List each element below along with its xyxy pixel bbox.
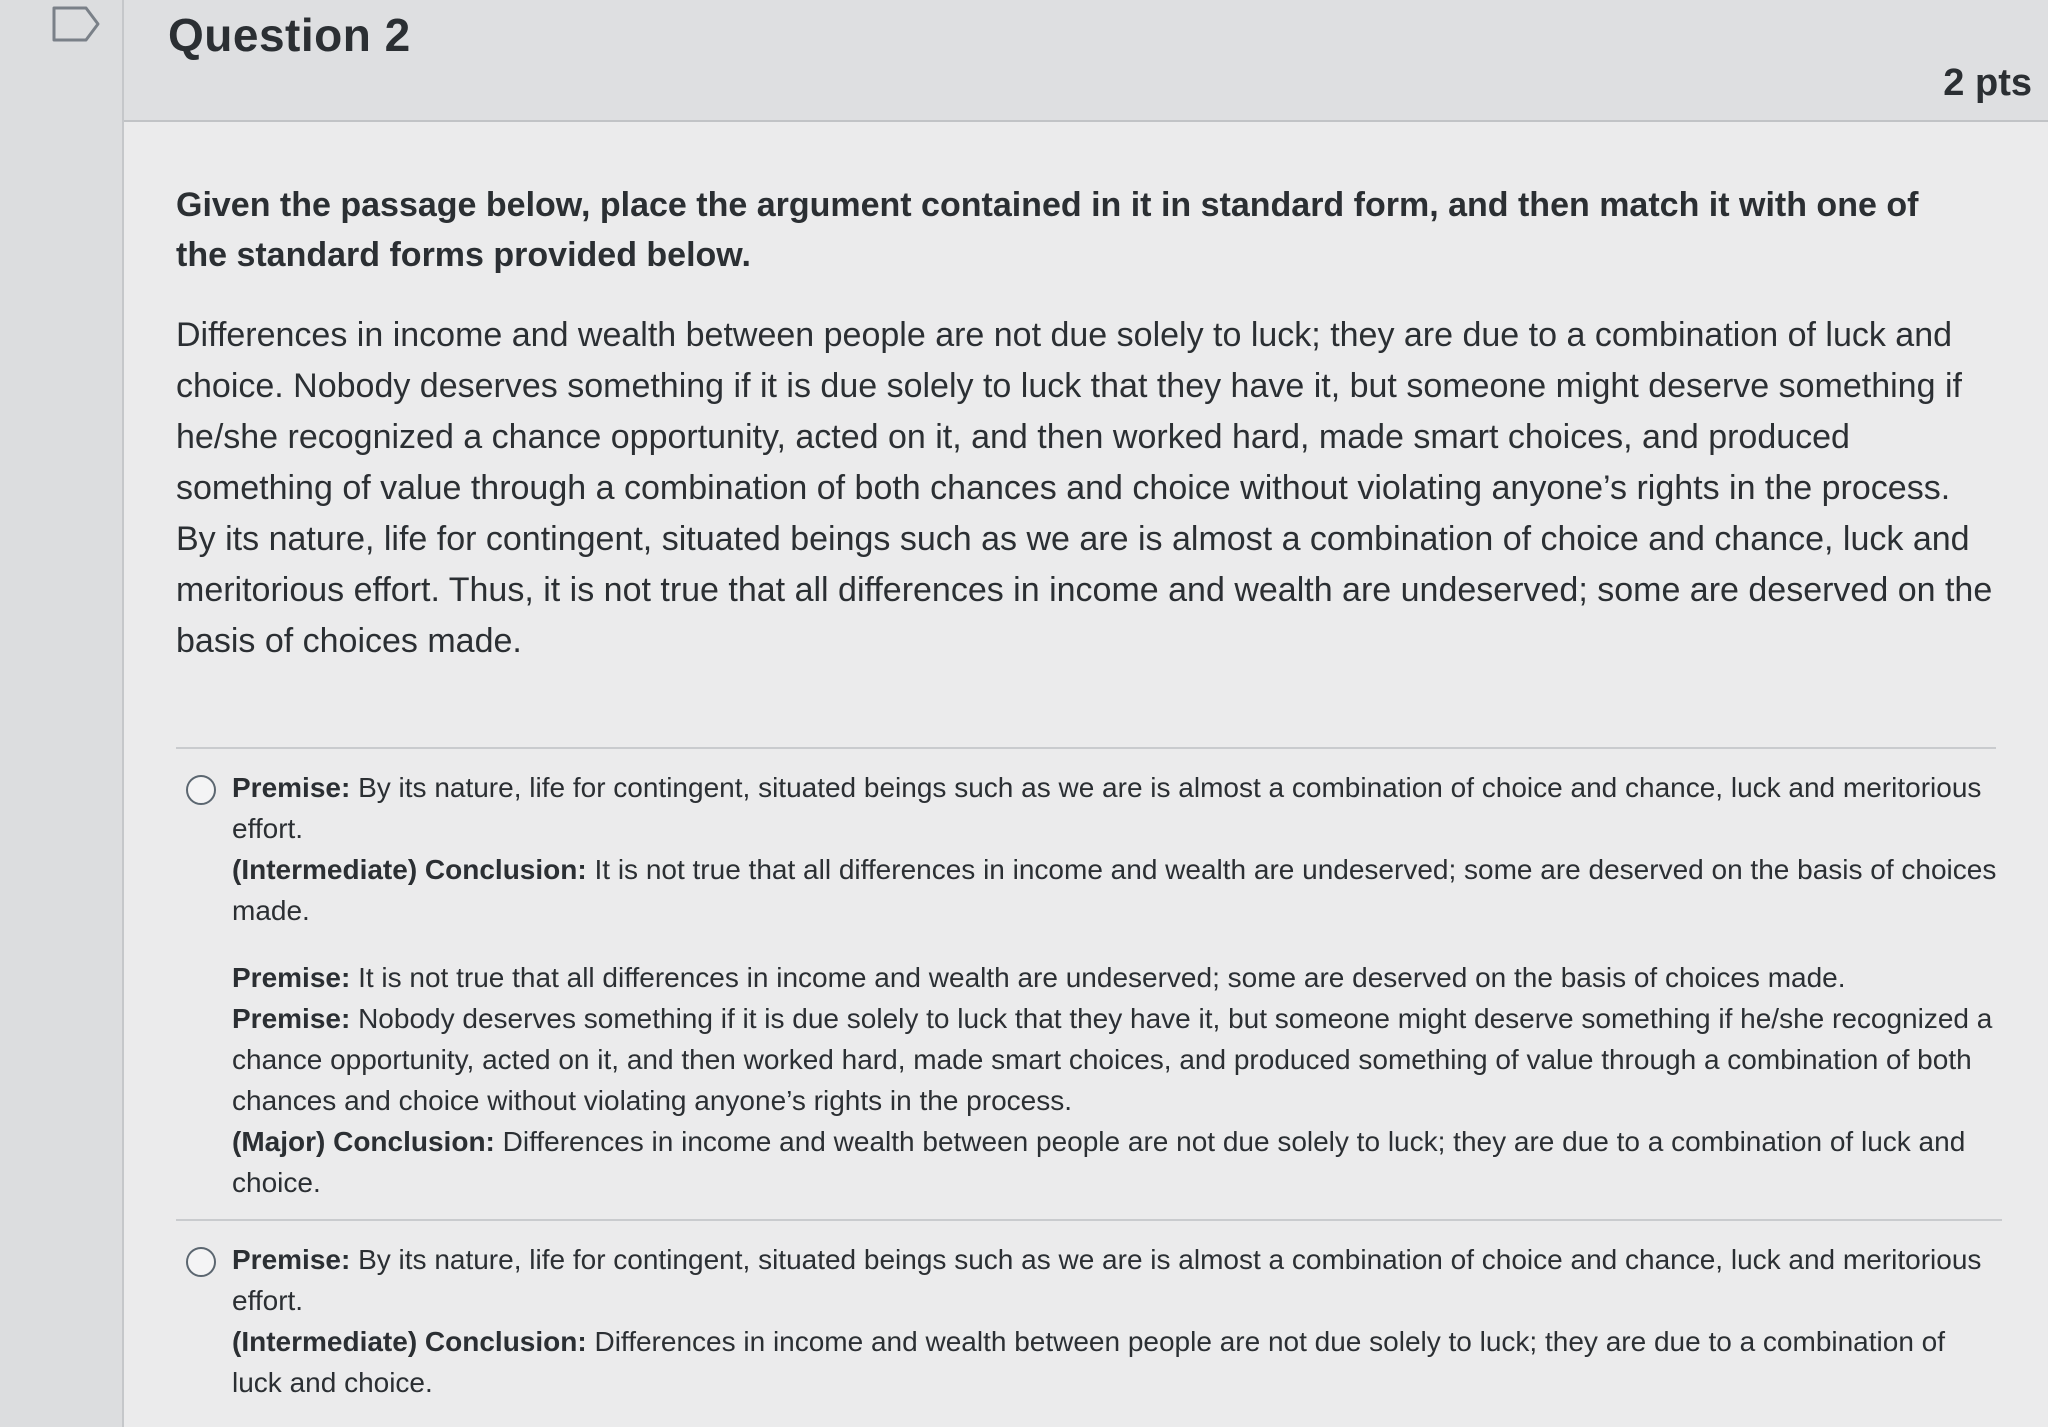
line-label: Premise: [232, 772, 351, 803]
line-label: (Intermediate) Conclusion: [232, 1326, 587, 1357]
line-label: Premise: [232, 1244, 351, 1275]
answer-line [232, 957, 2002, 998]
question-header [124, 0, 2048, 122]
radio-button[interactable] [186, 1247, 216, 1277]
answer-line [232, 1121, 2002, 1203]
line-text: It is not true that all differences in income and wealth are undeserved; some are deserved on the basis of choices made. [358, 962, 1846, 993]
answer-line [232, 1239, 2002, 1321]
line-label: (Intermediate) Conclusion: [232, 854, 587, 885]
question-body [176, 180, 1996, 1419]
answer-line [232, 849, 2002, 931]
line-text: Differences in income and wealth between people are not due solely to luck; they are due to a combination of luck and choice. [232, 1326, 1946, 1398]
line-label: Premise: [232, 962, 351, 993]
answer-line [232, 998, 2002, 1121]
bookmark-flag-icon[interactable] [52, 6, 102, 42]
question-prompt: Given the passage below, place the argument contained in it in standard form, and then match it with one of the standard forms provided below. [176, 186, 1919, 274]
line-text: By its nature, life for contingent, situated beings such as we are is almost a combination of choice and chance, luck and meritorious effort. [232, 772, 1982, 844]
answer-line [232, 767, 2002, 849]
question-points: 2 pts [1943, 62, 2032, 104]
line-text: Differences in income and wealth between people are not due solely to luck; they are due to a combination of luck and choice. [232, 1126, 1966, 1198]
line-label: Premise: [232, 1003, 351, 1034]
question-card [122, 0, 2048, 1427]
question-title: Question 2 [168, 9, 411, 61]
answer-line [232, 1321, 2002, 1403]
line-text: Nobody deserves something if it is due solely to luck that they have it, but someone might deserve something if he/she recognized a chance opportunity, acted on it, and then worked hard, made smart choices, and produced something of value through a combination of both chances and choice without violating anyone’s rights in the process. [232, 1003, 1993, 1116]
answer-option-1[interactable] [176, 749, 2002, 1219]
line-label: (Major) Conclusion: [232, 1126, 495, 1157]
left-gutter [0, 0, 122, 1427]
answer-option-2[interactable] [176, 1219, 2002, 1419]
line-text: It is not true that all differences in income and wealth are undeserved; some are deserved on the basis of choices made. [232, 854, 1997, 926]
line-text: By its nature, life for contingent, situated beings such as we are is almost a combination of choice and chance, luck and meritorious effort. [232, 1244, 1982, 1316]
question-passage: Differences in income and wealth between people are not due solely to luck; they are due to a combination of luck and choice. Nobody deserves something if it is due solely to luck that they have it, but someone might deserve something if he/she recognized a chance opportunity, acted on it, and then worked hard, made smart choices, and produced something of value through a combination of both chances and choice without violating anyone’s rights in the process. By its nature, life for contingent, situated beings such as we are is almost a combination of choice and chance, luck and meritorious effort. Thus, it is not true that all differences in income and wealth are undeserved; some are deserved on the basis of choices made. [176, 316, 1993, 660]
radio-button[interactable] [186, 775, 216, 805]
